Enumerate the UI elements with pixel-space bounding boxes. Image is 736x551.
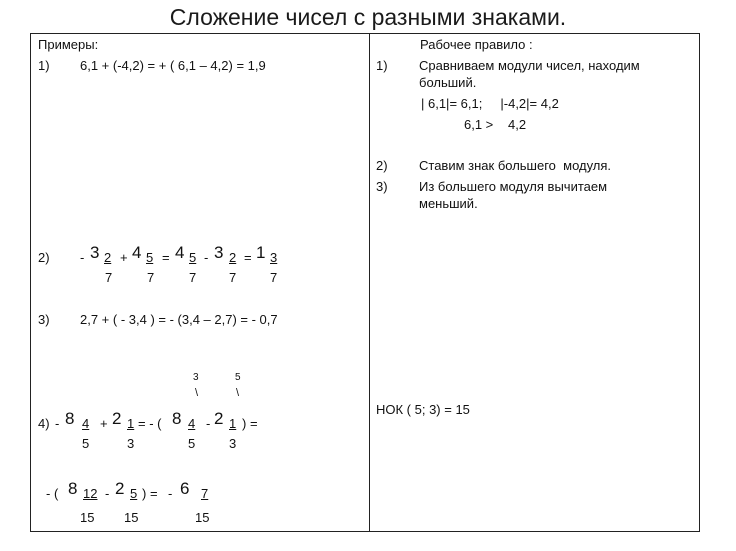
page-title: Сложение чисел с разными знаками. xyxy=(169,4,567,30)
minus-sign: - xyxy=(204,250,209,265)
whole-part: 2 xyxy=(112,409,122,428)
examples-header: Примеры: xyxy=(38,37,99,52)
numerator: 1 xyxy=(127,416,135,431)
denominator: 15 xyxy=(195,510,210,525)
numerator: 2 xyxy=(104,250,112,265)
example-1-number: 1) xyxy=(38,58,50,73)
numerator: 4 xyxy=(188,416,196,431)
example-4-multipliers xyxy=(0,370,736,402)
example-2-denominators xyxy=(0,270,736,286)
example-2-number: 2) xyxy=(38,250,50,265)
extra-multiplier: 3 xyxy=(193,372,199,383)
whole-part: 8 xyxy=(68,479,78,498)
example-1-expression: 6,1 + (-4,2) = + ( 6,1 – 4,2) = 1,9 xyxy=(80,58,266,73)
example-3-number: 3) xyxy=(38,312,50,327)
multiplier-mark: \ xyxy=(236,387,240,399)
whole-part: 2 xyxy=(115,479,125,498)
rule-3-line-2: меньший. xyxy=(419,196,478,211)
denominator: 7 xyxy=(189,270,197,285)
denominator: 5 xyxy=(82,436,90,451)
close-equals: ) = xyxy=(142,486,158,501)
minus-sign: - xyxy=(105,486,110,501)
denominator: 3 xyxy=(229,436,237,451)
example-3-expression: 2,7 + ( - 3,4 ) = - (3,4 – 2,7) = - 0,7 xyxy=(80,312,278,327)
example-5-denominators xyxy=(0,510,736,526)
denominator: 3 xyxy=(127,436,135,451)
whole-part: 4 xyxy=(175,243,185,262)
numerator: 5 xyxy=(189,250,197,265)
equals-sign: = xyxy=(244,250,252,265)
minus-sign: - xyxy=(206,416,211,431)
whole-part: 3 xyxy=(214,243,224,262)
numerator: 7 xyxy=(201,486,209,501)
example-2-expression xyxy=(0,244,736,266)
example-4-expression xyxy=(0,410,736,432)
minus-sign: - xyxy=(80,250,85,265)
example-4-denominators xyxy=(0,436,736,452)
whole-part: 2 xyxy=(214,409,224,428)
close-equals: ) = xyxy=(242,416,258,431)
comparison-left: 6,1 > xyxy=(464,117,494,132)
minus-sign: - xyxy=(55,416,60,431)
numerator: 5 xyxy=(146,250,154,265)
whole-part: 8 xyxy=(172,409,182,428)
denominator: 5 xyxy=(188,436,196,451)
denominator: 15 xyxy=(80,510,95,525)
numerator: 3 xyxy=(270,250,278,265)
denominator: 15 xyxy=(124,510,139,525)
multiplier-mark: \ xyxy=(195,387,199,399)
numerator: 12 xyxy=(83,486,98,501)
whole-part: 4 xyxy=(132,243,142,262)
rule-1-number: 1) xyxy=(376,58,388,73)
comparison-right: 4,2 xyxy=(508,117,527,132)
equals-sign: = xyxy=(162,250,170,265)
absolute-values: | 6,1|= 6,1; |-4,2|= 4,2 xyxy=(421,96,559,111)
rule-3-number: 3) xyxy=(376,179,388,194)
denominator: 7 xyxy=(147,270,155,285)
equals-open: = - ( xyxy=(138,416,162,431)
rule-1-line-1: Сравниваем модули чисел, находим xyxy=(419,58,640,73)
rule-2-number: 2) xyxy=(376,158,388,173)
rule-3-line-1: Из большего модуля вычитаем xyxy=(419,179,608,194)
example-4-number: 4) xyxy=(38,416,50,431)
numerator: 4 xyxy=(82,416,90,431)
rule-header: Рабочее правило : xyxy=(420,37,533,52)
numerator: 1 xyxy=(229,416,237,431)
whole-part: 8 xyxy=(65,409,75,428)
whole-part: 3 xyxy=(90,243,100,262)
numerator: 5 xyxy=(130,486,138,501)
denominator: 7 xyxy=(105,270,113,285)
plus-sign: + xyxy=(120,250,128,265)
lcm-note: НОК ( 5; 3) = 15 xyxy=(376,402,470,417)
open-bracket: - ( xyxy=(46,486,59,501)
denominator: 7 xyxy=(229,270,237,285)
rule-1-line-2: больший. xyxy=(419,75,477,90)
example-5-expression xyxy=(0,480,736,502)
whole-part: 1 xyxy=(256,243,266,262)
rule-2-text: Ставим знак большего модуля. xyxy=(419,158,612,173)
minus-sign: - xyxy=(168,486,173,501)
extra-multiplier: 5 xyxy=(235,372,241,383)
whole-part: 6 xyxy=(180,479,190,498)
denominator: 7 xyxy=(270,270,278,285)
numerator: 2 xyxy=(229,250,237,265)
plus-sign: + xyxy=(100,416,108,431)
